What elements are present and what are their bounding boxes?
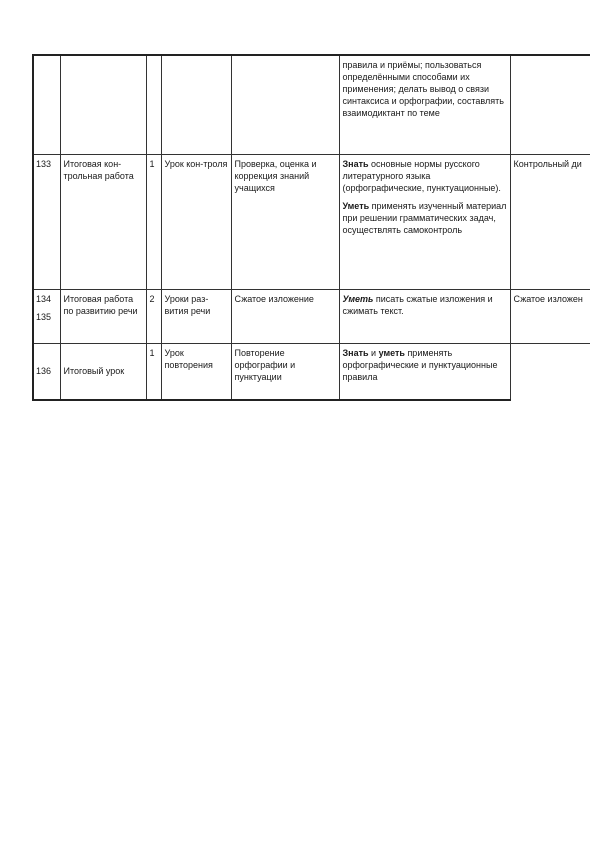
requirement-text: писать сжатые изложения и сжимать текст. — [342, 293, 493, 316]
requirements-cell — [339, 289, 510, 343]
requirement-text: основные нормы русского литературного языка (орфографические, пунктуационные). — [342, 158, 501, 193]
requirement-lead: Уметь — [342, 293, 374, 304]
hours-cell: 1 — [146, 154, 161, 289]
table-row — [33, 55, 590, 154]
lesson-type-cell — [161, 55, 231, 154]
lesson-topic: Итоговый урок — [63, 365, 125, 376]
lesson-content-cell: Проверка, оценка и коррекция знаний учащихся — [231, 154, 339, 289]
requirement-mid: и — [368, 347, 379, 358]
table-row — [33, 154, 590, 289]
hours-cell — [146, 55, 161, 154]
requirement-paragraph — [343, 347, 507, 383]
requirement-lead: Уметь — [342, 200, 370, 211]
table-row — [33, 343, 590, 400]
requirement-paragraph — [343, 200, 507, 236]
lesson-type-cell: Урок повторения — [161, 343, 231, 400]
lesson-number-cell — [33, 289, 60, 343]
requirement-paragraph — [343, 158, 507, 194]
lesson-number-cell — [33, 343, 60, 400]
requirement-text: применять орфографические и пунктуационные правила — [342, 347, 498, 382]
lesson-content-cell: Сжатое изложение — [231, 289, 339, 343]
lesson-topic-cell — [60, 55, 146, 154]
hours-cell: 2 — [146, 289, 161, 343]
lesson-plan-table — [32, 54, 590, 401]
requirements-cell — [339, 55, 510, 154]
lesson-topic-cell — [60, 343, 146, 400]
requirements-cell — [339, 343, 510, 400]
lesson-number: 136 — [36, 365, 52, 376]
lesson-type-cell: Урок кон-троля — [161, 154, 231, 289]
lesson-content-cell: Повторение орфографии и пунктуации — [231, 343, 339, 400]
table-row — [33, 289, 590, 343]
control-cell — [510, 55, 590, 154]
lesson-type-cell: Уроки раз-вития речи — [161, 289, 231, 343]
control-cell: Контрольный ди — [510, 154, 590, 289]
requirement-text: применять изученный материал при решении грамматических задач, осуществлять самоконтроль — [342, 200, 507, 235]
control-cell — [510, 343, 590, 400]
requirement-lead: Знать — [342, 347, 369, 358]
requirement-lead: уметь — [378, 347, 405, 358]
requirement-lead: Знать — [342, 158, 369, 169]
lesson-number-cell — [33, 55, 60, 154]
lesson-content-cell — [231, 55, 339, 154]
lesson-topic-cell: Итоговая работа по развитию речи — [60, 289, 146, 343]
requirements-cell — [339, 154, 510, 289]
hours-cell: 1 — [146, 343, 161, 400]
requirements-text: правила и приёмы; пользоваться определёнными способами их применения; делать вывод о связи синтаксиса и орфографии, составлять взаимодиктант по теме — [342, 60, 504, 118]
lesson-number: 135 — [36, 311, 52, 322]
requirement-paragraph — [343, 293, 507, 317]
lesson-topic-cell: Итоговая кон-трольная работа — [60, 154, 146, 289]
lesson-number: 134 — [36, 293, 52, 304]
control-cell: Сжатое изложен — [510, 289, 590, 343]
lesson-number-cell: 133 — [33, 154, 60, 289]
